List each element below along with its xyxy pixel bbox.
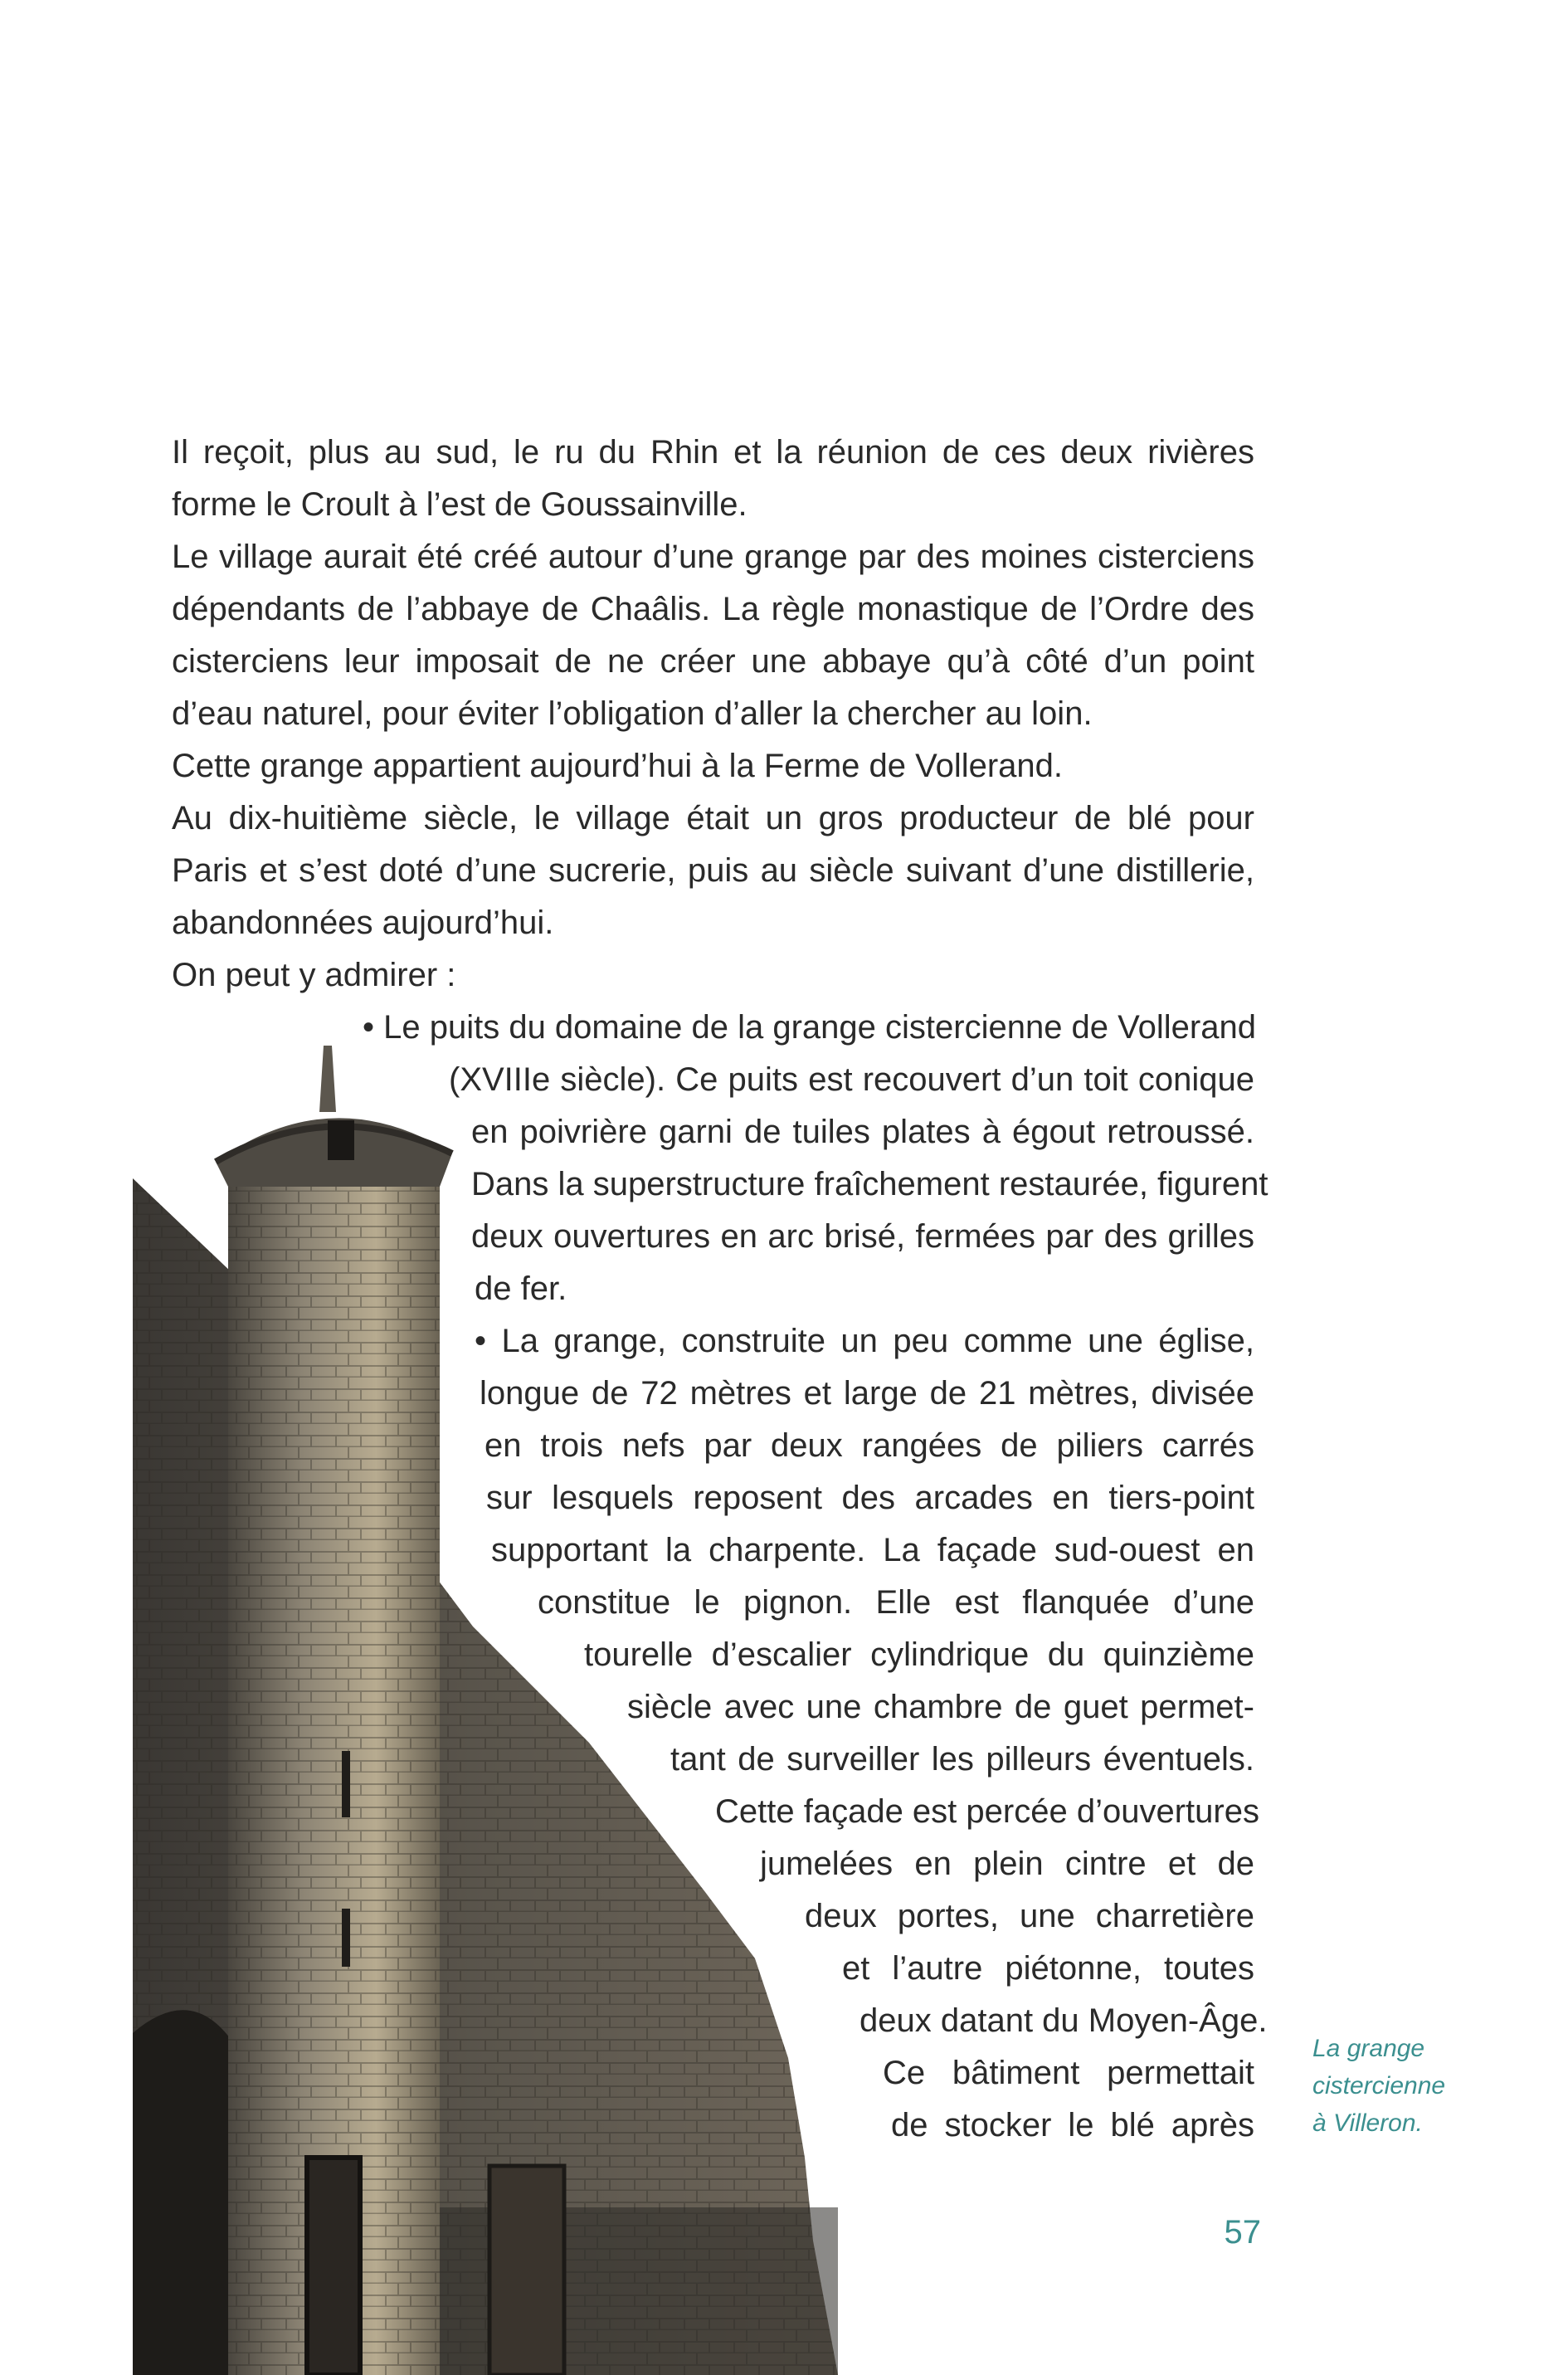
body-line-13: (XVIIIe siècle). Ce puits est recouvert d’un toit conique: [449, 1061, 1254, 1098]
body-line-6: d’eau naturel, pour éviter l’obligation d’aller la chercher au loin.: [172, 695, 1093, 732]
body-line-18: • La grange, construite un peu comme une église,: [475, 1323, 1254, 1359]
caption-line-3: à Villeron.: [1312, 2109, 1423, 2137]
body-line-8: Au dix-huitième siècle, le village était un gros producteur de blé pour: [172, 800, 1254, 836]
body-line-20: en trois nefs par deux rangées de piliers carrés: [485, 1427, 1254, 1464]
body-line-15: Dans la superstructure fraîchement restaurée, figurent: [471, 1166, 1269, 1202]
body-line-27: Cette façade est percée d’ouvertures: [715, 1793, 1259, 1830]
body-line-16: deux ouvertures en arc brisé, fermées par des grilles: [471, 1218, 1254, 1255]
body-line-14: en poivrière garni de tuiles plates à égout retroussé.: [471, 1114, 1254, 1150]
body-line-4: dépendants de l’abbaye de Chaâlis. La règle monastique de l’Ordre des: [172, 591, 1254, 627]
body-line-9: Paris et s’est doté d’une sucrerie, puis au siècle suivant d’une distillerie,: [172, 852, 1254, 889]
body-line-3: Le village aurait été créé autour d’une grange par des moines cisterciens: [172, 539, 1254, 575]
body-line-33: de stocker le blé après: [891, 2107, 1254, 2143]
photo-caption: [1312, 2030, 1495, 2142]
body-line-24: tourelle d’escalier cylindrique du quinzième: [584, 1636, 1254, 1673]
page-number: 57: [1224, 2214, 1261, 2251]
body-line-23: constitue le pignon. Elle est flanquée d’une: [538, 1584, 1254, 1621]
body-line-17: de fer.: [475, 1270, 567, 1307]
body-line-11: On peut y admirer :: [172, 957, 456, 993]
body-line-5: cisterciens leur imposait de ne créer une abbaye qu’à côté d’un point: [172, 643, 1254, 680]
body-line-10: abandonnées aujourd’hui.: [172, 905, 554, 941]
body-line-28: jumelées en plein cintre et de: [760, 1846, 1254, 1882]
body-line-25: siècle avec une chambre de guet permet-: [627, 1689, 1254, 1725]
body-line-32: Ce bâtiment permettait: [883, 2055, 1254, 2091]
body-line-29: deux portes, une charretière: [805, 1898, 1254, 1934]
caption-line-2: cistercienne: [1312, 2072, 1446, 2099]
body-line-19: longue de 72 mètres et large de 21 mètres, divisée: [480, 1375, 1254, 1412]
body-line-12: • Le puits du domaine de la grange cistercienne de Vollerand: [363, 1009, 1256, 1046]
body-line-22: supportant la charpente. La façade sud-ouest en: [491, 1532, 1254, 1568]
body-line-7: Cette grange appartient aujourd’hui à la Ferme de Vollerand.: [172, 748, 1064, 784]
body-line-2: forme le Croult à l’est de Goussainville.: [172, 486, 747, 523]
body-line-1: Il reçoit, plus au sud, le ru du Rhin et la réunion de ces deux rivières: [172, 434, 1254, 471]
body-line-26: tant de surveiller les pilleurs éventuels.: [670, 1741, 1254, 1778]
body-line-21: sur lesquels reposent des arcades en tiers-point: [486, 1480, 1254, 1516]
body-line-30: et l’autre piétonne, toutes: [842, 1950, 1254, 1987]
caption-line-1: La grange: [1312, 2035, 1425, 2062]
body-line-31: deux datant du Moyen-Âge.: [859, 2002, 1268, 2039]
